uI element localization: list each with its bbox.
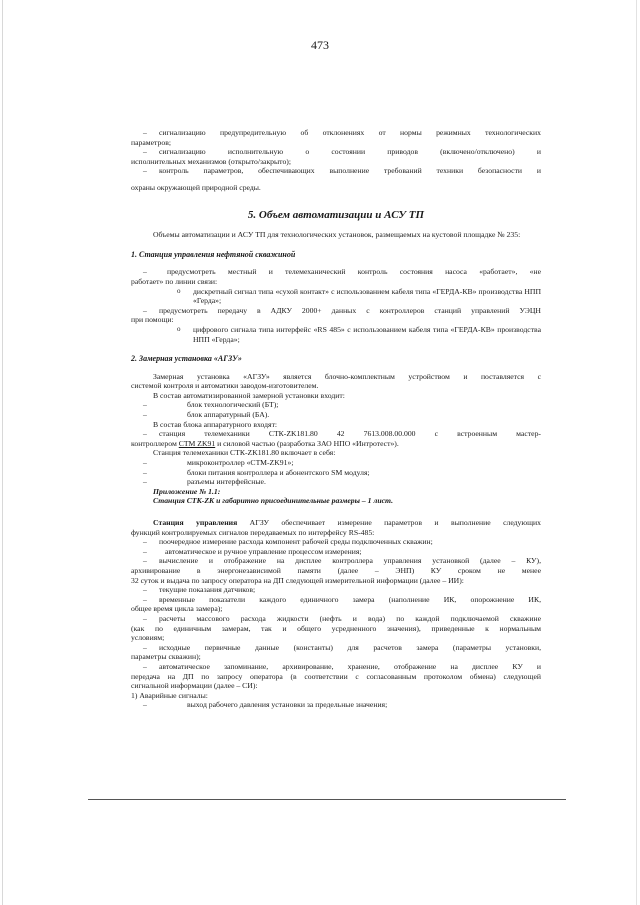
- list-item: – автоматическое и ручное управление процессом измерения;: [143, 546, 362, 556]
- list-item-continuation: при помощи:: [131, 315, 174, 325]
- list-item-continuation: исполнительных механизмов (открыто/закрыто);: [131, 156, 291, 166]
- document-link[interactable]: СТМ ZK91: [178, 438, 216, 448]
- paragraph-continuation: функций контролируемых сигналов передаваемых по интерфейсу RS-485:: [131, 527, 375, 537]
- list-item: – блок аппаратурный (БА).: [143, 410, 270, 420]
- list-item: – поочередное измерение расхода компонент рабочей среды подключенных скважин;: [143, 537, 433, 547]
- list-item: – вычисление и отображение на дисплее контроллера управления установкой (далее – КУ),: [143, 556, 541, 566]
- list-item: – блок технологический (БТ);: [143, 400, 279, 410]
- appendix-label: Приложение № 1.1:: [153, 486, 221, 496]
- list-item-continuation: условиям;: [131, 633, 165, 643]
- list-item-continuation: сигнальной информации (далее – СИ):: [131, 681, 258, 691]
- document-body: [131, 128, 541, 710]
- list-item: – автоматическое запоминание, архивирование, хранение, отображение на дисплее КУ и: [143, 661, 541, 671]
- list-item-continuation: охраны окружающей природной среды.: [131, 182, 261, 192]
- list-item: – исходные первичные данные (константы) для расчетов замера (параметры установки,: [143, 642, 541, 652]
- list-item: – временные показатели каждого единичного замера (наполнение ИК, опорожнение ИК,: [143, 594, 541, 604]
- sub-list-item: o дискретный сигнал типа «сухой контакт» с использованием кабеля типа «ГЕРДА-КВ» производства НПП «Герда»;: [177, 286, 541, 306]
- circle-bullet-icon: o: [177, 286, 181, 295]
- list-item: – сигнализацию предупредительную об отклонениях от нормы режимных технологических: [143, 128, 541, 137]
- circle-bullet-icon: o: [177, 324, 181, 333]
- list-item-continuation: параметры скважин);: [131, 652, 201, 662]
- scan-edge-left: [2, 0, 3, 905]
- list-item: – микроконтроллер «СТМ-ZK91»;: [143, 458, 294, 468]
- list-item-continuation: параметров;: [131, 137, 171, 147]
- list-item: – предусмотреть местный и телемеханический контроль состояния насоса «работает», «не: [143, 267, 541, 277]
- subsection-heading: 2. Замерная установка «АГЗУ»: [131, 354, 242, 364]
- section-heading: 5. Объем автоматизации и АСУ ТП: [247, 208, 425, 221]
- paragraph: Станция телемеханики СТК-ZK181.80 включает в себя:: [153, 448, 336, 458]
- list-item-continuation: архивирование в энергонезависимой памяти (далее – ЭНП) КУ сроком не менее: [131, 565, 541, 575]
- list-item: – разъемы интерфейсные.: [143, 477, 266, 487]
- list-item: – контроль параметров, обеспечивающих выполнение требований техники безопасности и: [143, 166, 541, 176]
- list-item-continuation: общее время цикла замера);: [131, 604, 223, 614]
- paragraph: Замерная установка «АГЗУ» является блочно-комплектным устройством и поставляется с: [153, 371, 541, 381]
- list-item: – предусмотреть передачу в АДКУ 2000+ данных с контроллеров станций управлений УЭЦН: [143, 305, 541, 315]
- list-item: – расчеты массового расхода жидкости (нефть и вода) по каждой подключаемой скважине: [143, 613, 541, 623]
- list-item-continuation: работает» по линии связи:: [131, 276, 218, 286]
- paragraph-continuation: системой контроля и автоматики заводом-изготовителем.: [131, 381, 319, 391]
- list-item: – выход рабочего давления установки за предельные значения;: [143, 700, 388, 710]
- list-item: – текущие показания датчиков;: [143, 585, 256, 595]
- appendix-title: Станция СТК-ZK и габаритно присоединительные размеры – 1 лист.: [153, 496, 394, 506]
- page-number: 473: [311, 38, 329, 52]
- scan-edge-right: [636, 0, 637, 905]
- list-item-continuation: контроллером СТМ ZK91 и силовой частью (разработка ЗАО НПО «Интротест»).: [131, 438, 399, 448]
- list-item: – станция телемеханики СТК-ZK181.80 42 7613.008.00.000 с встроенным мастер-: [143, 429, 541, 439]
- paragraph: В состав блока аппаратурного входят:: [153, 419, 278, 429]
- footnote-separator: [88, 799, 566, 800]
- paragraph: Объемы автоматизации и АСУ ТП для технологических установок, размещаемых на кустовой площадке № 235:: [153, 230, 521, 240]
- list-item: – сигнализацию исполнительную о состоянии приводов (включено/отключено) и: [143, 147, 541, 157]
- list-heading: 1) Аварийные сигналы:: [131, 690, 208, 700]
- list-item-continuation: передача на ДП по запросу оператора (в соответствии с согласованным протоколом обмена) следующей: [131, 671, 541, 681]
- list-item-continuation: 32 суток и выдача по запросу оператора на ДП следующей измерительной информации (далее – ИИ):: [131, 575, 464, 585]
- paragraph: Станция управления АГЗУ обеспечивает измерение параметров и выполнение следующих: [153, 518, 542, 527]
- sub-list-item: o цифрового сигнала типа интерфейс «RS 485» с использованием кабеля типа «ГЕРДА-КВ» производства НПП «Герда»;: [177, 324, 541, 344]
- subsection-heading: 1. Станция управления нефтяной скважиной: [131, 249, 296, 259]
- list-item: – блоки питания контроллера и абонентского SM модуля;: [143, 467, 370, 477]
- list-item-continuation: (как по единичным замерам, так и общего усредненного значения), приведенные к нормальным: [131, 623, 541, 633]
- paragraph: В состав автоматизированной замерной установки входит:: [153, 390, 345, 400]
